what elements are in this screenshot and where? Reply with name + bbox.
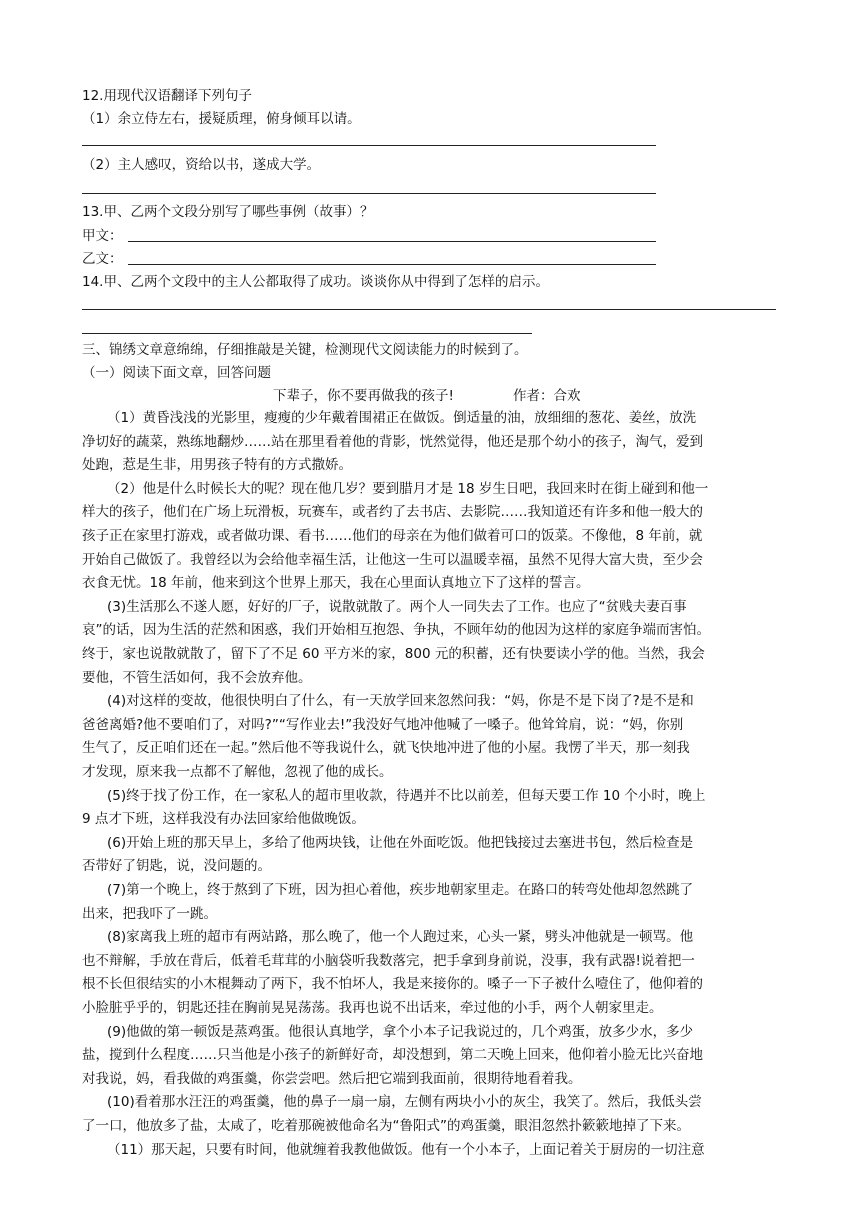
q14-title: 14.甲、乙两个文段中的主人公都取得了成功。谈谈你从中得到了怎样的启示。 [82, 274, 549, 290]
paragraph-line: 开始自己做饭了。我曾经以为会给他幸福生活，让他这一生可以温暖幸福，虽然不见得大富大贵，至少会 [82, 552, 703, 568]
paragraph-first-line: (5)终于找了份工作，在一家私人的超市里收款，待遇并不比以前差，但每天要工作 10 个小时，晚上 [107, 788, 706, 804]
paragraph-line: 9 点才下班，这样我没有办法回家给他做晚饭。 [82, 811, 365, 827]
q12-title: 12.用现代汉语翻译下列句子 [82, 88, 252, 104]
paragraph-line: 对我说，妈，看我做的鸡蛋羹，你尝尝吧。然后把它端到我面前，很期待地看着我。 [82, 1071, 582, 1087]
q13-yi-label: 乙文： [82, 251, 123, 267]
paragraph-line: 小脸脏乎乎的，钥匙还挂在胸前晃晃荡荡。我再也说不出话来，牵过他的小手，两个人朝家里走。 [82, 1000, 663, 1016]
answer-line-q13-jia[interactable] [128, 241, 656, 242]
paragraph-line: 净切好的蔬菜，熟练地翻炒……站在那里看着他的背影，恍然觉得，他还是那个幼小的孩子，淘气，爱到 [82, 434, 703, 450]
paragraph-first-line: (9)他做的第一顿饭是蒸鸡蛋。他很认真地学，拿个小本子记我说过的，几个鸡蛋，放多少水，多少 [107, 1024, 694, 1040]
paragraph-line: 生气了，反正咱们还在一起。”然后他不等我说什么，就飞快地冲进了他的小屋。我愣了半天，那一刻我 [82, 740, 690, 756]
paragraph-line: 盐，搅到什么程度……只当他是小孩子的新鲜好奇，却没想到，第二天晚上回来，他仰着小脸无比兴奋地 [82, 1047, 703, 1063]
paragraph-line: 孩子正在家里打游戏，或者做功课、看书……他们的母亲在为他们做着可口的饭菜。不像他，8 年前，就 [82, 528, 703, 544]
section3-heading: 三、锦绣文章意绵绵，仔细推敲是关键，检测现代文阅读能力的时候到了。 [82, 342, 528, 358]
paragraph-line: 样大的孩子，他们在广场上玩滑板，玩赛车，或者约了去书店、去影院……我知道还有许多和他一般大的 [82, 504, 703, 520]
paragraph-line: 了一口，他放多了盐，太咸了，吃着那碗被他命名为“鲁阳式”的鸡蛋羹，眼泪忽然扑簌簌地掉了下来。 [82, 1118, 690, 1134]
paragraph-first-line: （1）黄昏浅浅的光影里，瘦瘦的少年戴着围裙正在做饭。倒适量的油，放细细的葱花、姜丝，放洗 [107, 410, 697, 426]
answer-line-q12-2[interactable] [82, 193, 656, 194]
paragraph-first-line: (10)看着那水汪汪的鸡蛋羹，他的鼻子一扇一扇，左侧有两块小小的灰尘，我笑了。然后，我低头尝 [107, 1094, 702, 1110]
answer-line-q14-2[interactable] [82, 333, 532, 334]
paragraph-first-line: (6)开始上班的那天早上，多给了他两块钱，让他在外面吃饭。他把钱接过去塞进书包，然后检查是 [107, 835, 694, 851]
answer-line-q14-1[interactable] [82, 309, 776, 310]
paragraph-line: 处跑，惹是生非，用男孩子特有的方式撒娇。 [82, 457, 352, 473]
paragraph-line: 要他，不管生活如何，我不会放弃他。 [82, 670, 312, 686]
paragraph-first-line: （2）他是什么时候长大的呢？现在他几岁？要到腊月才是 18 岁生日吧，我回来时在街上碰到和他一 [107, 481, 709, 497]
paragraph-line: 终于，家也说散就散了，留下了不足 60 平方米的家，800 元的积蓄，还有快要读小学的他。当然，我会 [82, 646, 705, 662]
q12-sentence-1: （1）余立侍左右，援疑质理，俯身倾耳以请。 [82, 111, 361, 127]
paragraph-line: 也不辩解，手放在背后，低着毛茸茸的小脑袋听我数落完，把手拿到身前说，没事，我有武器!说着把一 [82, 953, 695, 969]
paragraph-line: 才发现，原来我一点都不了解他，忽视了他的成长。 [82, 764, 393, 780]
article-author: 作者：合欢 [513, 388, 581, 404]
paragraph-line: 哀”的话，因为生活的茫然和困惑，我们开始相互抱怨、争执，不顾年幼的他因为这样的家庭争端而害怕。 [82, 622, 710, 638]
paragraph-line: 爸爸离婚?他不要咱们了，对吗?”“写作业去!”我没好气地冲他喊了一嗓子。他耸耸肩，说：“妈，你别 [82, 717, 684, 733]
paragraph-line: 出来，把我吓了一跳。 [82, 906, 217, 922]
q13-title: 13.甲、乙两个文段分别写了哪些事例（故事）？ [82, 204, 374, 220]
paragraph-first-line: (3)生活那么不遂人愿，好好的厂子，说散就散了。两个人一同失去了工作。也应了“贫贱夫妻百事 [107, 599, 687, 615]
article-title: 下辈子，你不要再做我的孩子! [273, 388, 454, 404]
paragraph-first-line: (4)对这样的变故，他很快明白了什么，有一天放学回来忽然问我：“妈，你是不是下岗了?是不是和 [107, 693, 694, 709]
paragraph-line: 衣食无忧。18 年前，他来到这个世界上那天，我在心里面认真地立下了这样的誓言。 [82, 575, 590, 591]
paragraph-line: 根不长但很结实的小木棍舞动了两下，我不怕坏人，我是来接你的。嗓子一下子被什么噎住了，他仰着的 [82, 976, 703, 992]
q13-jia-label: 甲文： [82, 228, 123, 244]
answer-line-q13-yi[interactable] [128, 264, 656, 265]
paragraph-line: 否带好了钥匙，说，没问题的。 [82, 858, 271, 874]
answer-line-q12-1[interactable] [82, 145, 656, 146]
section3-subheading: （一）阅读下面文章，回答问题 [82, 365, 271, 381]
paragraph-first-line: （11）那天起，只要有时间，他就缠着我教他做饭。他有一个小本子，上面记着关于厨房的一切注意 [107, 1142, 705, 1158]
paragraph-first-line: (7)第一个晚上，终于熬到了下班，因为担心着他，疾步地朝家里走。在路口的转弯处他却忽然跳了 [107, 882, 694, 898]
q12-sentence-2: （2）主人感叹，资给以书，遂成大学。 [82, 157, 321, 173]
paragraph-first-line: (8)家离我上班的超市有两站路，那么晚了，他一个人跑过来，心头一紧，劈头冲他就是一顿骂。他 [107, 929, 694, 945]
